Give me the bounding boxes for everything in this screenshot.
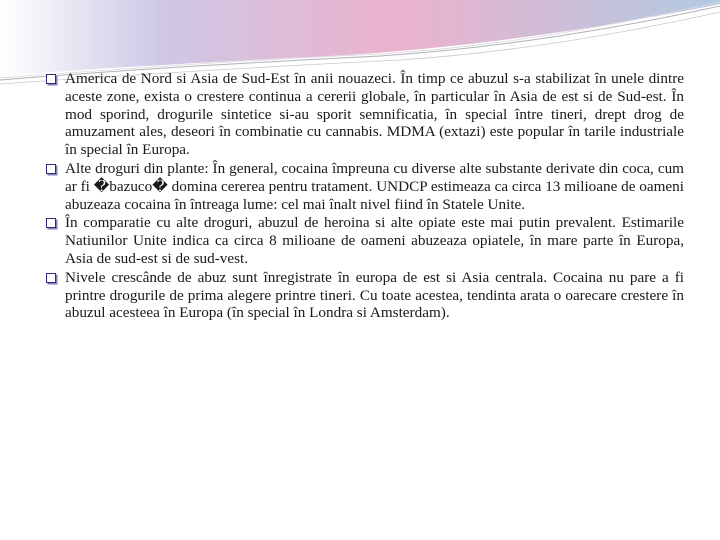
bullet-text: Nivele crescânde de abuz sunt înregistrate în europa de est si Asia centrala. Cocaina nu pare a fi printre drogurile de prima alegere printre tineri. Cu toate acestea, tendinta arata o oarecare crestere în abuzul acesteea în Europa (în special în Londra si Amsterdam). xyxy=(65,268,684,322)
bullet-text: America de Nord si Asia de Sud-Est în anii nouazeci. În timp ce abuzul s-a stabilizat în unele dintre aceste zone, exista o crestere continua a cererii globale, în particular în Asia de est si de Sud-est. În mod sporind, drogurile sintetice si-au sporit semnificatia, în special între tineri, drept drog de amuzament ales, deseori în combinatie cu cannabis. MDMA (extazi) este popular în tarile industriale în special în Europa. xyxy=(65,70,684,159)
bullet-item xyxy=(44,70,684,159)
bullet-text: Alte droguri din plante: În general, cocaina împreuna cu diverse alte substante derivate din coca, cum ar fi �bazuco� domina cererea pentru tratament. UNDCP estimeaza ca circa 13 milioane de oameni abuzeaza cocaina în întreaga lume: cel mai înalt nivel fiind în Statele Unite. xyxy=(65,159,684,213)
banner-wave-band xyxy=(0,0,720,76)
bullet-list xyxy=(44,70,684,323)
checkbox-bullet-icon xyxy=(46,273,56,283)
checkbox-bullet-icon xyxy=(46,218,56,228)
bullet-item xyxy=(44,214,684,267)
bullet-item xyxy=(44,160,684,213)
checkbox-bullet-icon xyxy=(46,74,56,84)
bullet-item xyxy=(44,269,684,322)
bullet-text: În comparatie cu alte droguri, abuzul de heroina si alte opiate este mai putin prevalent. Estimarile Natiunilor Unite indica ca circa 8 milioane de oameni abuzeaza opiatele, în mare parte în Europa, Asia de sud-est si de sud-vest. xyxy=(65,214,684,267)
checkbox-bullet-icon xyxy=(46,164,56,174)
